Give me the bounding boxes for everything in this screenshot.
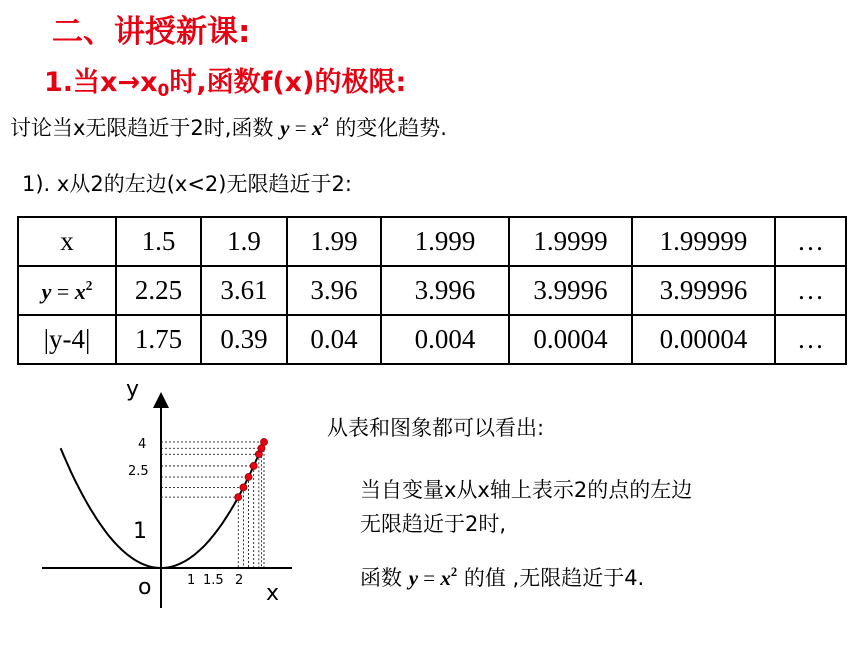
intro-formula: $y = x^2$ — [280, 115, 329, 140]
data-point — [260, 438, 267, 445]
table-cell: … — [775, 315, 846, 364]
table-cell: 1.5 — [116, 217, 201, 266]
table-cell: 3.9996 — [509, 266, 632, 315]
table-cell: … — [775, 217, 846, 266]
conclusion-line-2: 无限趋近于2时, — [360, 512, 507, 536]
table-cell: 3.996 — [381, 266, 509, 315]
conclusion-formula: $y = x^2$ — [408, 565, 458, 590]
data-point — [240, 484, 247, 491]
conclusion-line-1: 当自变量x从x轴上表示2的点的左边 — [360, 478, 693, 502]
parabola-graph — [30, 372, 300, 612]
table-cell: 1.99 — [287, 217, 381, 266]
data-point — [235, 494, 242, 501]
guide-lines — [161, 442, 264, 568]
table-cell: 3.99996 — [632, 266, 775, 315]
table-cell: 3.96 — [287, 266, 381, 315]
origin-label: o — [138, 575, 152, 600]
lesson-title-suffix: 时,函数f(x)的极限: — [169, 67, 407, 98]
table-row — [18, 315, 846, 364]
x-tick-1: 1 — [187, 573, 196, 588]
table-cell: 0.39 — [201, 315, 287, 364]
table-cell: … — [775, 266, 846, 315]
intro-after: 的变化趋势. — [335, 116, 447, 140]
intro-text — [10, 112, 447, 142]
y-tick-2-5: 2.5 — [128, 464, 149, 479]
table-cell: |y-4| — [18, 315, 116, 364]
x-tick-2: 2 — [235, 573, 244, 588]
conclusion-paragraph — [360, 473, 830, 541]
value-table — [17, 216, 847, 365]
table-cell: 3.61 — [201, 266, 287, 315]
table-cell: 0.00004 — [632, 315, 775, 364]
table-cell: 1.99999 — [632, 217, 775, 266]
y-axis-label: y — [126, 377, 140, 402]
x-tick-1-5: 1.5 — [203, 573, 224, 588]
table-cell: 1.9999 — [509, 217, 632, 266]
table-cell: 0.0004 — [509, 315, 632, 364]
subheading: 1). x从2的左边(x<2)无限趋近于2: — [22, 172, 352, 196]
conclusion-line-3-after: 的值 ,无限趋近于4. — [463, 566, 645, 590]
table-cell: x — [18, 217, 116, 266]
table-cell-formula: $y = x^2$ — [18, 266, 116, 315]
table-row — [18, 217, 846, 266]
intro-before: 讨论当x无限趋近于2时,函数 — [10, 116, 274, 140]
y-tick-4: 4 — [138, 437, 147, 452]
table-cell: 2.25 — [116, 266, 201, 315]
data-point — [245, 473, 252, 480]
x-axis-label: x — [266, 581, 280, 606]
table-cell: 1.9 — [201, 217, 287, 266]
section-title: 二、讲授新课: — [52, 14, 251, 50]
conclusion-line-3-before: 函数 — [360, 566, 402, 590]
table-row — [18, 266, 846, 315]
table-cell: 0.004 — [381, 315, 509, 364]
parabola-curve — [61, 442, 264, 568]
lesson-title — [44, 60, 406, 101]
data-point — [250, 462, 257, 469]
conclusion-line-3 — [360, 562, 644, 592]
tick-label-1: 1 — [133, 519, 147, 544]
table-cell: 1.75 — [116, 315, 201, 364]
table-cell: 0.04 — [287, 315, 381, 364]
table-cell: 1.999 — [381, 217, 509, 266]
lesson-title-subscript: 0 — [157, 81, 170, 101]
observation-text: 从表和图象都可以看出: — [327, 416, 545, 440]
lesson-title-prefix: 1.当x→x — [44, 67, 158, 98]
